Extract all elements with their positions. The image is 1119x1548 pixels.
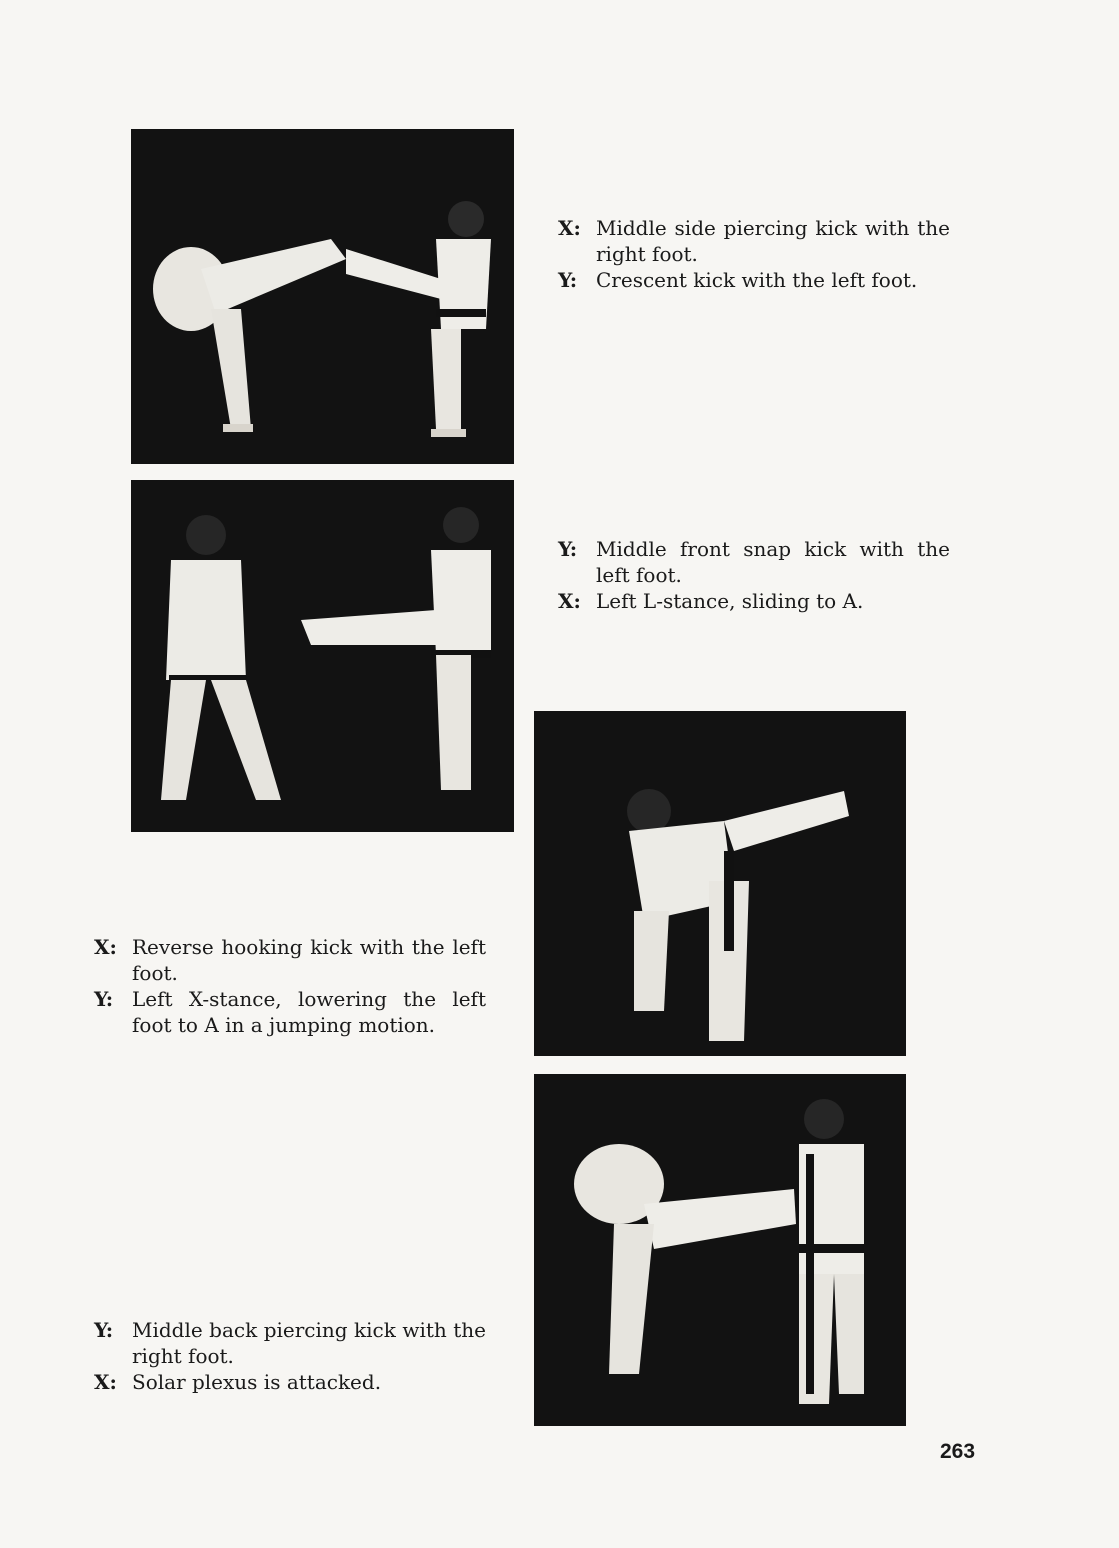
caption-back-piercing-kick bbox=[94, 1317, 486, 1395]
caption-letter: X: bbox=[558, 589, 581, 613]
caption-text: Middle back piercing kick with the right foot. bbox=[132, 1318, 486, 1368]
caption-text: Left L-stance, sliding to A. bbox=[596, 589, 864, 613]
caption-text: Crescent kick with the left foot. bbox=[596, 268, 918, 292]
photo-front-snap-kick bbox=[131, 480, 514, 832]
photo-side-piercing-kick bbox=[131, 129, 514, 464]
caption-letter: Y: bbox=[558, 537, 578, 561]
caption-line bbox=[558, 267, 950, 293]
caption-front-snap-kick bbox=[558, 536, 950, 614]
caption-text: Reverse hooking kick with the left foot. bbox=[132, 935, 486, 985]
caption-reverse-hooking-kick bbox=[94, 934, 486, 1038]
caption-letter: Y: bbox=[94, 987, 114, 1011]
caption-letter: Y: bbox=[94, 1318, 114, 1342]
caption-side-piercing-kick bbox=[558, 215, 950, 293]
caption-text: Left X-stance, lowering the left foot to A in a jumping motion. bbox=[132, 987, 486, 1037]
caption-letter: Y: bbox=[558, 268, 578, 292]
caption-letter: X: bbox=[558, 216, 581, 240]
caption-line bbox=[558, 588, 950, 614]
caption-letter: X: bbox=[94, 1370, 117, 1394]
caption-line bbox=[558, 536, 950, 588]
page-number: 263 bbox=[940, 1440, 976, 1463]
caption-text: Solar plexus is attacked. bbox=[132, 1370, 382, 1394]
caption-line bbox=[558, 215, 950, 267]
caption-line bbox=[94, 1369, 486, 1395]
photo-reverse-hooking-kick bbox=[534, 711, 906, 1056]
caption-line bbox=[94, 934, 486, 986]
caption-line bbox=[94, 986, 486, 1038]
caption-text: Middle side piercing kick with the right foot. bbox=[596, 216, 950, 266]
photo-back-piercing-kick bbox=[534, 1074, 906, 1426]
caption-line bbox=[94, 1317, 486, 1369]
caption-text: Middle front snap kick with the left foot. bbox=[596, 537, 950, 587]
caption-letter: X: bbox=[94, 935, 117, 959]
